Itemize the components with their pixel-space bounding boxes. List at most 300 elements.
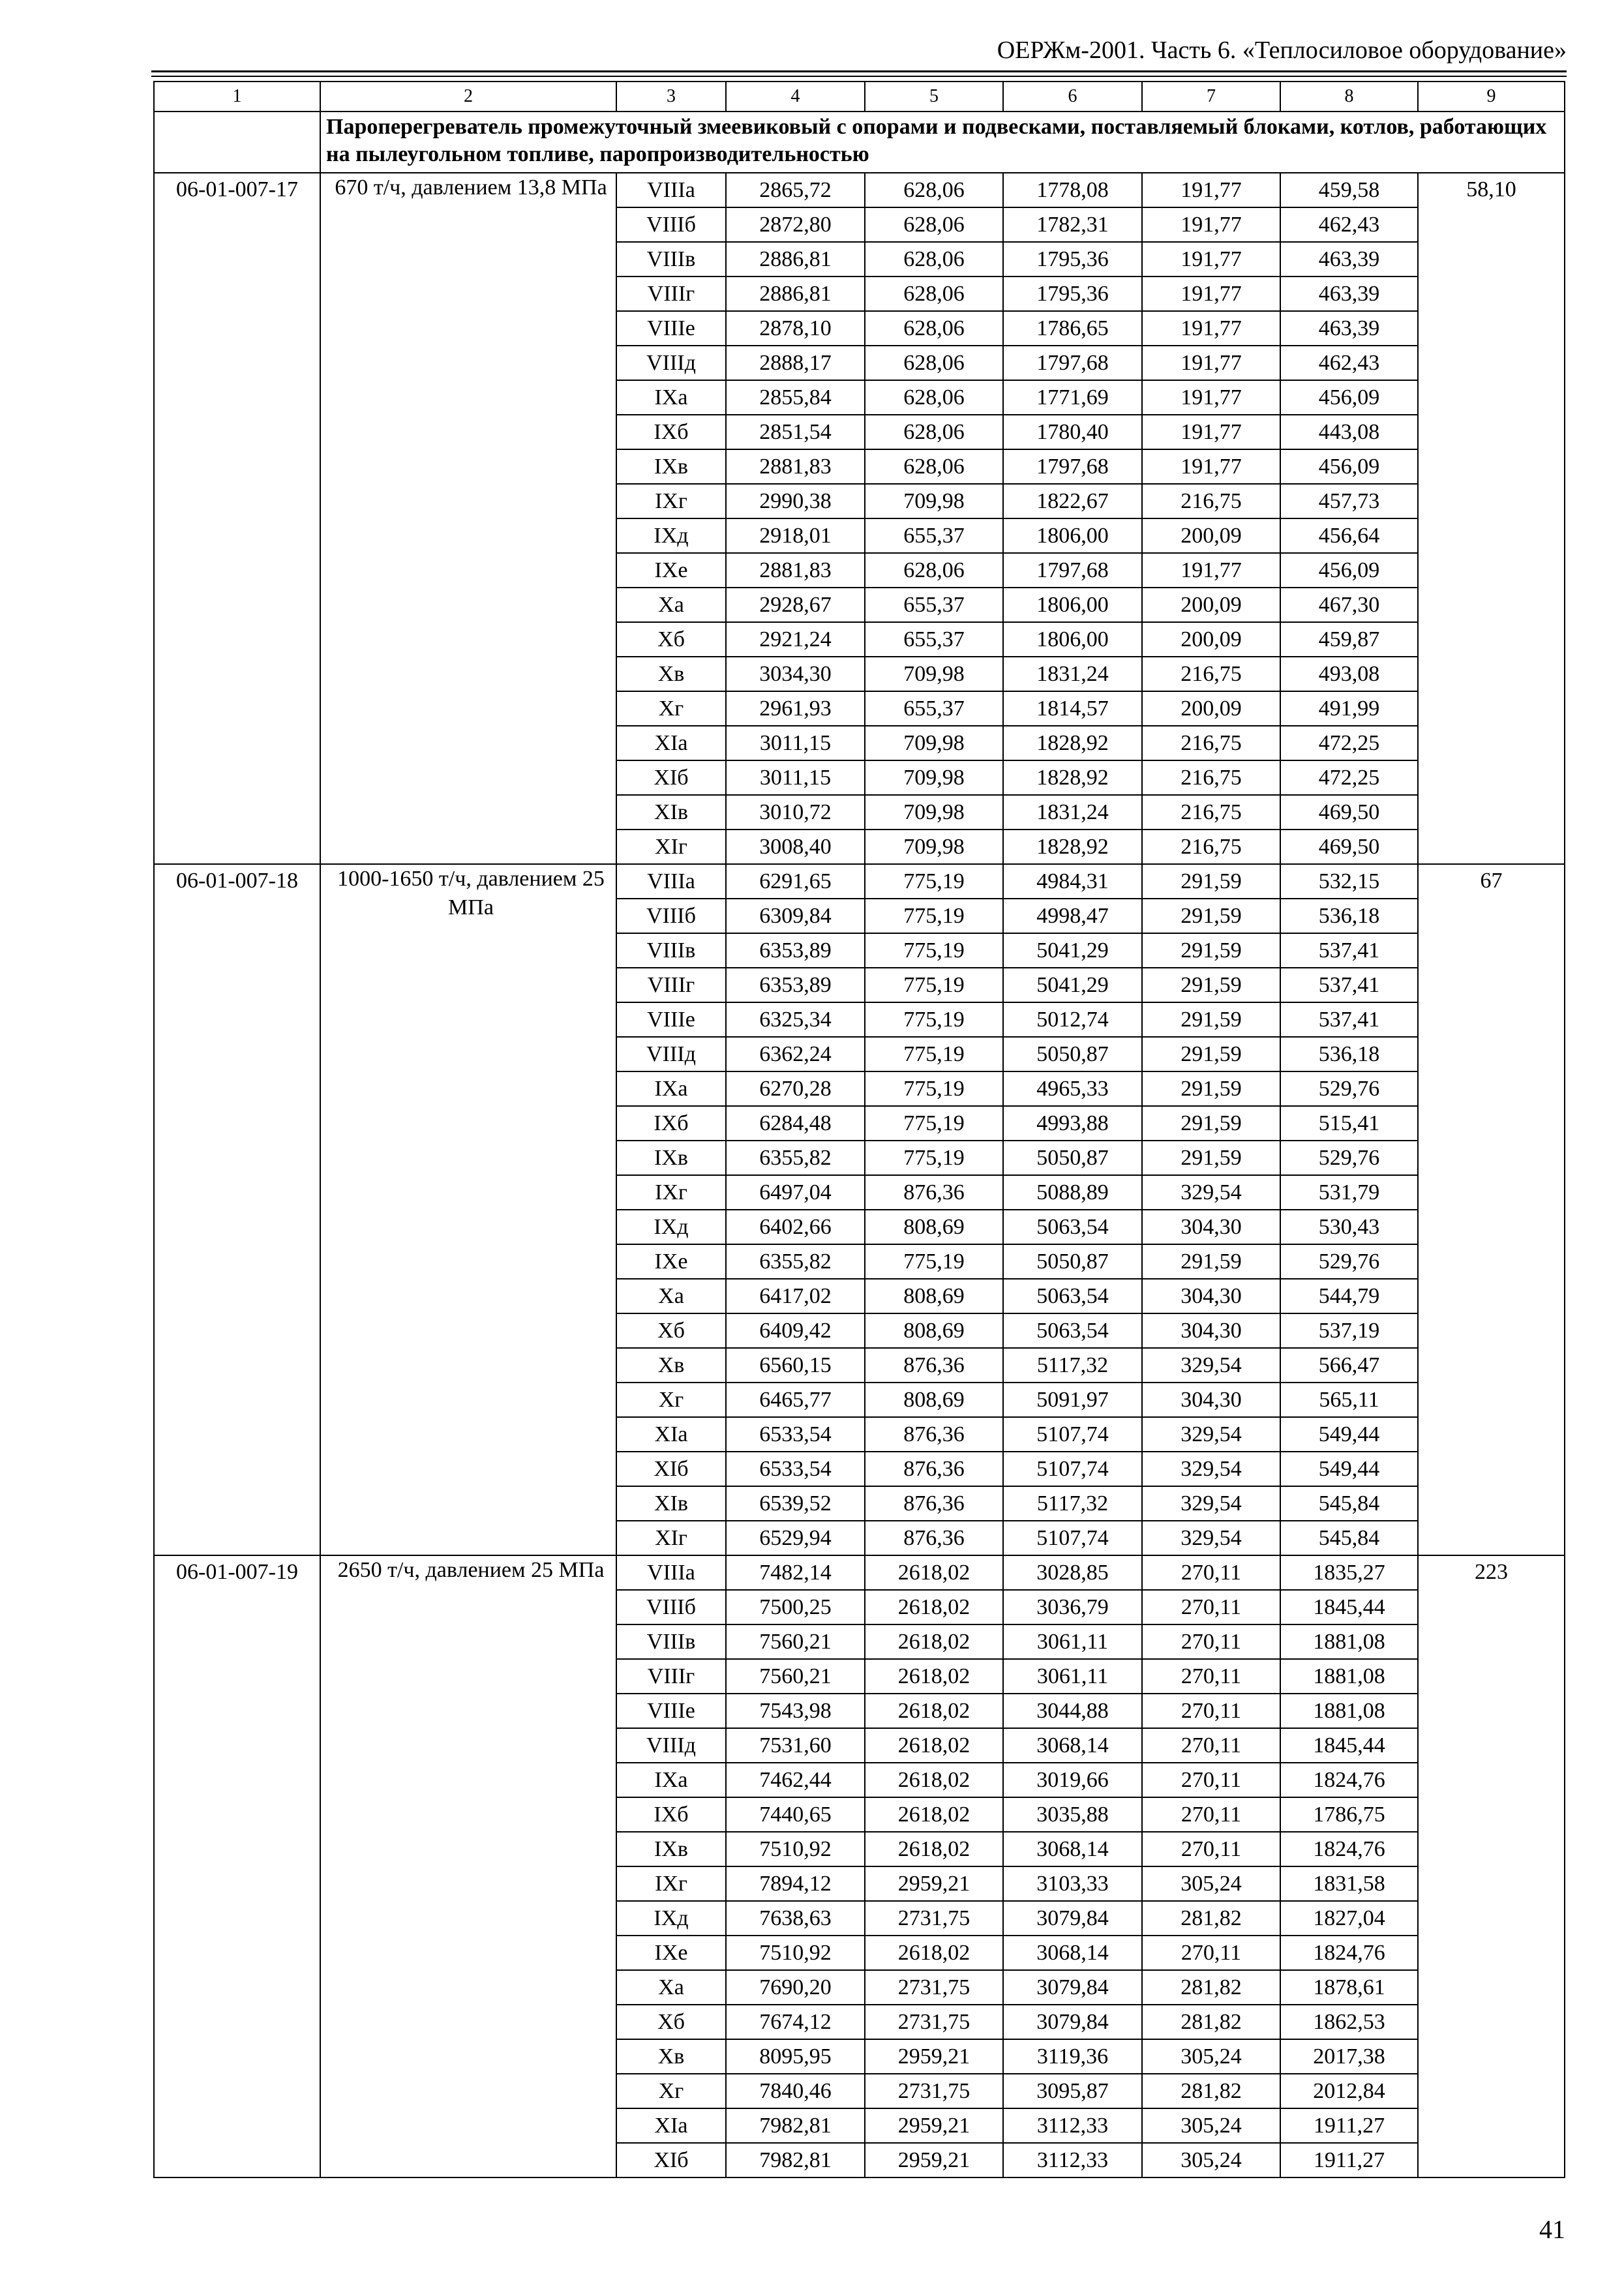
labor-cost-cell: 655,37 (865, 588, 1003, 622)
machine-cost-cell: 4998,47 (1003, 899, 1142, 933)
labor-cost-cell: 709,98 (865, 795, 1003, 830)
region-zone-cell: VIIIб (616, 207, 726, 242)
total-cost-cell: 3011,15 (726, 760, 865, 795)
machine-cost-cell: 3103,33 (1003, 1866, 1142, 1901)
operator-wage-cell: 270,11 (1142, 1694, 1280, 1728)
operator-wage-cell: 304,30 (1142, 1279, 1280, 1313)
material-cost-cell: 472,25 (1280, 726, 1418, 760)
labor-cost-cell: 2618,02 (865, 1797, 1003, 1832)
region-zone-cell: VIIIб (616, 899, 726, 933)
labor-cost-cell: 628,06 (865, 311, 1003, 346)
material-cost-cell: 463,39 (1280, 277, 1418, 311)
operator-wage-cell: 216,75 (1142, 760, 1280, 795)
material-cost-cell: 1824,76 (1280, 1763, 1418, 1797)
material-cost-cell: 536,18 (1280, 1037, 1418, 1071)
operator-wage-cell: 291,59 (1142, 1037, 1280, 1071)
region-zone-cell: XIв (616, 795, 726, 830)
machine-cost-cell: 5041,29 (1003, 968, 1142, 1002)
labor-cost-cell: 876,36 (865, 1452, 1003, 1486)
column-number: 7 (1142, 82, 1280, 112)
region-zone-cell: IXв (616, 449, 726, 484)
region-zone-cell: XIб (616, 2143, 726, 2177)
total-cost-cell: 7500,25 (726, 1590, 865, 1624)
labor-cost-cell: 2618,02 (865, 1832, 1003, 1866)
total-cost-cell: 2865,72 (726, 173, 865, 207)
total-cost-cell: 3010,72 (726, 795, 865, 830)
region-zone-cell: IXе (616, 1244, 726, 1279)
machine-cost-cell: 1822,67 (1003, 484, 1142, 518)
total-cost-cell: 6362,24 (726, 1037, 865, 1071)
machine-cost-cell: 3095,87 (1003, 2074, 1142, 2108)
region-zone-cell: IXб (616, 1106, 726, 1141)
labor-cost-cell: 775,19 (865, 864, 1003, 899)
column-number: 3 (616, 82, 726, 112)
material-cost-cell: 536,18 (1280, 899, 1418, 933)
operator-wage-cell: 200,09 (1142, 588, 1280, 622)
labor-cost-cell: 876,36 (865, 1417, 1003, 1452)
operator-wage-cell: 270,11 (1142, 1590, 1280, 1624)
region-zone-cell: Xа (616, 1279, 726, 1313)
machine-cost-cell: 1786,65 (1003, 311, 1142, 346)
material-cost-cell: 537,41 (1280, 933, 1418, 968)
machine-cost-cell: 5063,54 (1003, 1210, 1142, 1244)
machine-cost-cell: 3019,66 (1003, 1763, 1142, 1797)
total-cost-cell: 2990,38 (726, 484, 865, 518)
header-rule (151, 70, 1567, 72)
labor-cost-cell: 775,19 (865, 933, 1003, 968)
region-zone-cell: IXг (616, 484, 726, 518)
total-cost-cell: 6409,42 (726, 1313, 865, 1348)
machine-cost-cell: 5050,87 (1003, 1141, 1142, 1175)
labor-cost-cell: 709,98 (865, 484, 1003, 518)
operator-wage-cell: 305,24 (1142, 1866, 1280, 1901)
region-zone-cell: VIIIа (616, 1555, 726, 1590)
operator-wage-cell: 216,75 (1142, 484, 1280, 518)
labor-cost-cell: 628,06 (865, 553, 1003, 588)
total-cost-cell: 2888,17 (726, 346, 865, 380)
column-number: 1 (154, 82, 320, 112)
total-cost-cell: 2928,67 (726, 588, 865, 622)
region-zone-cell: XIб (616, 1452, 726, 1486)
total-cost-cell: 6353,89 (726, 968, 865, 1002)
total-cost-cell: 6284,48 (726, 1106, 865, 1141)
operator-wage-cell: 216,75 (1142, 830, 1280, 864)
total-cost-cell: 2851,54 (726, 415, 865, 449)
region-zone-cell: VIIIа (616, 173, 726, 207)
operator-wage-cell: 305,24 (1142, 2108, 1280, 2143)
material-cost-cell: 532,15 (1280, 864, 1418, 899)
labor-cost-cell: 2731,75 (865, 2005, 1003, 2039)
operator-wage-cell: 191,77 (1142, 346, 1280, 380)
region-zone-cell: IXе (616, 553, 726, 588)
machine-cost-cell: 3035,88 (1003, 1797, 1142, 1832)
material-cost-cell: 537,41 (1280, 1002, 1418, 1037)
region-zone-cell: IXб (616, 415, 726, 449)
machine-cost-cell: 5050,87 (1003, 1244, 1142, 1279)
region-zone-cell: XIа (616, 2108, 726, 2143)
machine-cost-cell: 5107,74 (1003, 1417, 1142, 1452)
total-cost-cell: 6533,54 (726, 1417, 865, 1452)
rate-code: 06-01-007-17 (154, 173, 320, 864)
labor-cost-cell: 709,98 (865, 726, 1003, 760)
total-cost-cell: 6539,52 (726, 1486, 865, 1521)
region-zone-cell: VIIIб (616, 1590, 726, 1624)
region-zone-cell: VIIIд (616, 346, 726, 380)
labor-cost-cell: 709,98 (865, 760, 1003, 795)
machine-cost-cell: 5117,32 (1003, 1486, 1142, 1521)
operator-wage-cell: 329,54 (1142, 1521, 1280, 1555)
material-cost-cell: 1845,44 (1280, 1590, 1418, 1624)
operator-wage-cell: 270,11 (1142, 1832, 1280, 1866)
machine-cost-cell: 5063,54 (1003, 1313, 1142, 1348)
total-cost-cell: 2886,81 (726, 277, 865, 311)
operator-wage-cell: 216,75 (1142, 726, 1280, 760)
material-cost-cell: 1911,27 (1280, 2108, 1418, 2143)
labor-hours-cell: 58,10 (1418, 173, 1565, 864)
material-cost-cell: 469,50 (1280, 795, 1418, 830)
region-zone-cell: Xа (616, 588, 726, 622)
machine-cost-cell: 1814,57 (1003, 691, 1142, 726)
material-cost-cell: 529,76 (1280, 1071, 1418, 1106)
operator-wage-cell: 216,75 (1142, 657, 1280, 691)
machine-cost-cell: 1782,31 (1003, 207, 1142, 242)
header-rule (151, 76, 1567, 77)
machine-cost-cell: 3119,36 (1003, 2039, 1142, 2074)
region-zone-cell: Xб (616, 1313, 726, 1348)
material-cost-cell: 529,76 (1280, 1141, 1418, 1175)
machine-cost-cell: 5041,29 (1003, 933, 1142, 968)
region-zone-cell: IXе (616, 1936, 726, 1970)
operator-wage-cell: 281,82 (1142, 2074, 1280, 2108)
material-cost-cell: 462,43 (1280, 207, 1418, 242)
material-cost-cell: 456,64 (1280, 518, 1418, 553)
labor-cost-cell: 2618,02 (865, 1694, 1003, 1728)
operator-wage-cell: 191,77 (1142, 449, 1280, 484)
machine-cost-cell: 4993,88 (1003, 1106, 1142, 1141)
total-cost-cell: 2886,81 (726, 242, 865, 277)
machine-cost-cell: 3079,84 (1003, 1970, 1142, 2005)
region-zone-cell: Xв (616, 657, 726, 691)
region-zone-cell: Xг (616, 1383, 726, 1417)
machine-cost-cell: 3061,11 (1003, 1624, 1142, 1659)
material-cost-cell: 515,41 (1280, 1106, 1418, 1141)
machine-cost-cell: 3079,84 (1003, 1901, 1142, 1936)
column-number: 2 (320, 82, 616, 112)
operator-wage-cell: 329,54 (1142, 1175, 1280, 1210)
labor-cost-cell: 2618,02 (865, 1763, 1003, 1797)
labor-cost-cell: 2618,02 (865, 1936, 1003, 1970)
table-row (154, 173, 1565, 207)
machine-cost-cell: 1797,68 (1003, 449, 1142, 484)
labor-cost-cell: 775,19 (865, 1002, 1003, 1037)
labor-cost-cell: 655,37 (865, 622, 1003, 657)
labor-cost-cell: 876,36 (865, 1521, 1003, 1555)
column-number: 9 (1418, 82, 1565, 112)
operator-wage-cell: 304,30 (1142, 1210, 1280, 1244)
labor-cost-cell: 628,06 (865, 415, 1003, 449)
operator-wage-cell: 200,09 (1142, 622, 1280, 657)
region-zone-cell: IXв (616, 1832, 726, 1866)
region-zone-cell: VIIIг (616, 1659, 726, 1694)
machine-cost-cell: 5088,89 (1003, 1175, 1142, 1210)
material-cost-cell: 549,44 (1280, 1417, 1418, 1452)
material-cost-cell: 545,84 (1280, 1486, 1418, 1521)
material-cost-cell: 469,50 (1280, 830, 1418, 864)
operator-wage-cell: 191,77 (1142, 311, 1280, 346)
total-cost-cell: 6560,15 (726, 1348, 865, 1383)
total-cost-cell: 6465,77 (726, 1383, 865, 1417)
machine-cost-cell: 3112,33 (1003, 2143, 1142, 2177)
operator-wage-cell: 200,09 (1142, 518, 1280, 553)
region-zone-cell: Xб (616, 622, 726, 657)
operator-wage-cell: 329,54 (1142, 1417, 1280, 1452)
total-cost-cell: 7638,63 (726, 1901, 865, 1936)
operator-wage-cell: 291,59 (1142, 1002, 1280, 1037)
labor-cost-cell: 628,06 (865, 207, 1003, 242)
total-cost-cell: 7543,98 (726, 1694, 865, 1728)
labor-cost-cell: 2959,21 (865, 2143, 1003, 2177)
total-cost-cell: 2961,93 (726, 691, 865, 726)
material-cost-cell: 537,19 (1280, 1313, 1418, 1348)
labor-cost-cell: 808,69 (865, 1210, 1003, 1244)
operator-wage-cell: 200,09 (1142, 691, 1280, 726)
labor-hours-cell: 67 (1418, 864, 1565, 1555)
total-cost-cell: 6325,34 (726, 1002, 865, 1037)
material-cost-cell: 544,79 (1280, 1279, 1418, 1313)
material-cost-cell: 456,09 (1280, 553, 1418, 588)
total-cost-cell: 6417,02 (726, 1279, 865, 1313)
labor-cost-cell: 808,69 (865, 1313, 1003, 1348)
material-cost-cell: 531,79 (1280, 1175, 1418, 1210)
machine-cost-cell: 5107,74 (1003, 1452, 1142, 1486)
total-cost-cell: 6353,89 (726, 933, 865, 968)
material-cost-cell: 463,39 (1280, 242, 1418, 277)
total-cost-cell: 6533,54 (726, 1452, 865, 1486)
labor-cost-cell: 775,19 (865, 1037, 1003, 1071)
material-cost-cell: 1827,04 (1280, 1901, 1418, 1936)
column-number: 8 (1280, 82, 1418, 112)
machine-cost-cell: 1831,24 (1003, 657, 1142, 691)
region-zone-cell: VIIIг (616, 277, 726, 311)
column-number-row (154, 82, 1565, 112)
operator-wage-cell: 291,59 (1142, 1244, 1280, 1279)
machine-cost-cell: 5117,32 (1003, 1348, 1142, 1383)
operator-wage-cell: 270,11 (1142, 1728, 1280, 1763)
region-zone-cell: XIб (616, 760, 726, 795)
operator-wage-cell: 291,59 (1142, 864, 1280, 899)
material-cost-cell: 491,99 (1280, 691, 1418, 726)
material-cost-cell: 463,39 (1280, 311, 1418, 346)
labor-cost-cell: 2959,21 (865, 2039, 1003, 2074)
labor-cost-cell: 808,69 (865, 1383, 1003, 1417)
machine-cost-cell: 3068,14 (1003, 1728, 1142, 1763)
machine-cost-cell: 1828,92 (1003, 830, 1142, 864)
region-zone-cell: IXа (616, 1071, 726, 1106)
machine-cost-cell: 3068,14 (1003, 1936, 1142, 1970)
material-cost-cell: 472,25 (1280, 760, 1418, 795)
total-cost-cell: 7674,12 (726, 2005, 865, 2039)
material-cost-cell: 537,41 (1280, 968, 1418, 1002)
labor-hours-cell: 223 (1418, 1555, 1565, 2177)
material-cost-cell: 1881,08 (1280, 1624, 1418, 1659)
operator-wage-cell: 305,24 (1142, 2039, 1280, 2074)
region-zone-cell: XIа (616, 1417, 726, 1452)
material-cost-cell: 1835,27 (1280, 1555, 1418, 1590)
labor-cost-cell: 628,06 (865, 277, 1003, 311)
operator-wage-cell: 270,11 (1142, 1624, 1280, 1659)
operator-wage-cell: 281,82 (1142, 1901, 1280, 1936)
total-cost-cell: 7840,46 (726, 2074, 865, 2108)
material-cost-cell: 1831,58 (1280, 1866, 1418, 1901)
machine-cost-cell: 1797,68 (1003, 553, 1142, 588)
region-zone-cell: XIа (616, 726, 726, 760)
material-cost-cell: 1824,76 (1280, 1936, 1418, 1970)
region-zone-cell: Xг (616, 2074, 726, 2108)
region-zone-cell: IXг (616, 1175, 726, 1210)
operator-wage-cell: 304,30 (1142, 1383, 1280, 1417)
operator-wage-cell: 270,11 (1142, 1659, 1280, 1694)
machine-cost-cell: 3044,88 (1003, 1694, 1142, 1728)
page-number: 41 (1539, 2215, 1565, 2244)
table-body (154, 82, 1565, 2177)
total-cost-cell: 7560,21 (726, 1624, 865, 1659)
region-zone-cell: Xг (616, 691, 726, 726)
labor-cost-cell: 775,19 (865, 1071, 1003, 1106)
machine-cost-cell: 1771,69 (1003, 380, 1142, 415)
material-cost-cell: 530,43 (1280, 1210, 1418, 1244)
machine-cost-cell: 5107,74 (1003, 1521, 1142, 1555)
machine-cost-cell: 5091,97 (1003, 1383, 1142, 1417)
region-zone-cell: Xа (616, 1970, 726, 2005)
material-cost-cell: 459,58 (1280, 173, 1418, 207)
region-zone-cell: IXв (616, 1141, 726, 1175)
operator-wage-cell: 270,11 (1142, 1555, 1280, 1590)
total-cost-cell: 3011,15 (726, 726, 865, 760)
labor-cost-cell: 2618,02 (865, 1728, 1003, 1763)
material-cost-cell: 549,44 (1280, 1452, 1418, 1486)
material-cost-cell: 529,76 (1280, 1244, 1418, 1279)
operator-wage-cell: 291,59 (1142, 1071, 1280, 1106)
labor-cost-cell: 2959,21 (865, 1866, 1003, 1901)
total-cost-cell: 7482,14 (726, 1555, 865, 1590)
machine-cost-cell: 3036,79 (1003, 1590, 1142, 1624)
material-cost-cell: 459,87 (1280, 622, 1418, 657)
rates-table (153, 81, 1565, 2178)
total-cost-cell: 7531,60 (726, 1728, 865, 1763)
total-cost-cell: 8095,95 (726, 2039, 865, 2074)
labor-cost-cell: 775,19 (865, 1141, 1003, 1175)
region-zone-cell: VIIIе (616, 1694, 726, 1728)
machine-cost-cell: 1831,24 (1003, 795, 1142, 830)
rate-description: 2650 т/ч, давлением 25 МПа (320, 1555, 616, 2177)
material-cost-cell: 2012,84 (1280, 2074, 1418, 2108)
total-cost-cell: 7440,65 (726, 1797, 865, 1832)
machine-cost-cell: 3068,14 (1003, 1832, 1142, 1866)
machine-cost-cell: 1828,92 (1003, 760, 1142, 795)
region-zone-cell: VIIIв (616, 1624, 726, 1659)
total-cost-cell: 6355,82 (726, 1244, 865, 1279)
material-cost-cell: 1881,08 (1280, 1694, 1418, 1728)
total-cost-cell: 6309,84 (726, 899, 865, 933)
region-zone-cell: Xб (616, 2005, 726, 2039)
labor-cost-cell: 2618,02 (865, 1555, 1003, 1590)
labor-cost-cell: 628,06 (865, 449, 1003, 484)
operator-wage-cell: 281,82 (1142, 1970, 1280, 2005)
section-title: Пароперегреватель промежуточный змеевиковый с опорами и подвесками, поставляемый блоками, котлов, работающих на пылеугольном топливе, паропроизводительностью (320, 112, 1565, 173)
total-cost-cell: 7462,44 (726, 1763, 865, 1797)
labor-cost-cell: 709,98 (865, 830, 1003, 864)
total-cost-cell: 2881,83 (726, 553, 865, 588)
region-zone-cell: IXб (616, 1797, 726, 1832)
machine-cost-cell: 1780,40 (1003, 415, 1142, 449)
region-zone-cell: XIг (616, 830, 726, 864)
operator-wage-cell: 270,11 (1142, 1936, 1280, 1970)
total-cost-cell: 3034,30 (726, 657, 865, 691)
operator-wage-cell: 291,59 (1142, 933, 1280, 968)
region-zone-cell: IXд (616, 1210, 726, 1244)
labor-cost-cell: 775,19 (865, 1106, 1003, 1141)
machine-cost-cell: 3112,33 (1003, 2108, 1142, 2143)
labor-cost-cell: 628,06 (865, 346, 1003, 380)
column-number: 6 (1003, 82, 1142, 112)
labor-cost-cell: 876,36 (865, 1175, 1003, 1210)
labor-cost-cell: 2731,75 (865, 1901, 1003, 1936)
region-zone-cell: VIIIа (616, 864, 726, 899)
region-zone-cell: Xв (616, 1348, 726, 1383)
machine-cost-cell: 1797,68 (1003, 346, 1142, 380)
section-code-cell (154, 112, 320, 173)
total-cost-cell: 2872,80 (726, 207, 865, 242)
operator-wage-cell: 291,59 (1142, 1141, 1280, 1175)
total-cost-cell: 7560,21 (726, 1659, 865, 1694)
region-zone-cell: VIIIд (616, 1037, 726, 1071)
labor-cost-cell: 876,36 (865, 1486, 1003, 1521)
labor-cost-cell: 2731,75 (865, 1970, 1003, 2005)
table-row (154, 864, 1565, 899)
material-cost-cell: 565,11 (1280, 1383, 1418, 1417)
section-header-row (154, 112, 1565, 173)
material-cost-cell: 456,09 (1280, 449, 1418, 484)
column-number: 5 (865, 82, 1003, 112)
labor-cost-cell: 775,19 (865, 1244, 1003, 1279)
labor-cost-cell: 2618,02 (865, 1590, 1003, 1624)
total-cost-cell: 2918,01 (726, 518, 865, 553)
region-zone-cell: IXд (616, 518, 726, 553)
region-zone-cell: VIIIд (616, 1728, 726, 1763)
rate-description: 1000-1650 т/ч, давлением 25 МПа (320, 864, 616, 1555)
machine-cost-cell: 1795,36 (1003, 242, 1142, 277)
material-cost-cell: 1881,08 (1280, 1659, 1418, 1694)
operator-wage-cell: 270,11 (1142, 1797, 1280, 1832)
operator-wage-cell: 191,77 (1142, 207, 1280, 242)
rate-code: 06-01-007-18 (154, 864, 320, 1555)
operator-wage-cell: 281,82 (1142, 2005, 1280, 2039)
region-zone-cell: VIIIе (616, 311, 726, 346)
labor-cost-cell: 2731,75 (865, 2074, 1003, 2108)
material-cost-cell: 1911,27 (1280, 2143, 1418, 2177)
machine-cost-cell: 5063,54 (1003, 1279, 1142, 1313)
machine-cost-cell: 4965,33 (1003, 1071, 1142, 1106)
material-cost-cell: 1824,76 (1280, 1832, 1418, 1866)
machine-cost-cell: 3061,11 (1003, 1659, 1142, 1694)
operator-wage-cell: 191,77 (1142, 415, 1280, 449)
total-cost-cell: 3008,40 (726, 830, 865, 864)
total-cost-cell: 2921,24 (726, 622, 865, 657)
machine-cost-cell: 3079,84 (1003, 2005, 1142, 2039)
rate-description: 670 т/ч, давлением 13,8 МПа (320, 173, 616, 864)
total-cost-cell: 2881,83 (726, 449, 865, 484)
page-header-title: ОЕРЖм-2001. Часть 6. «Теплосиловое оборудование» (997, 37, 1567, 64)
